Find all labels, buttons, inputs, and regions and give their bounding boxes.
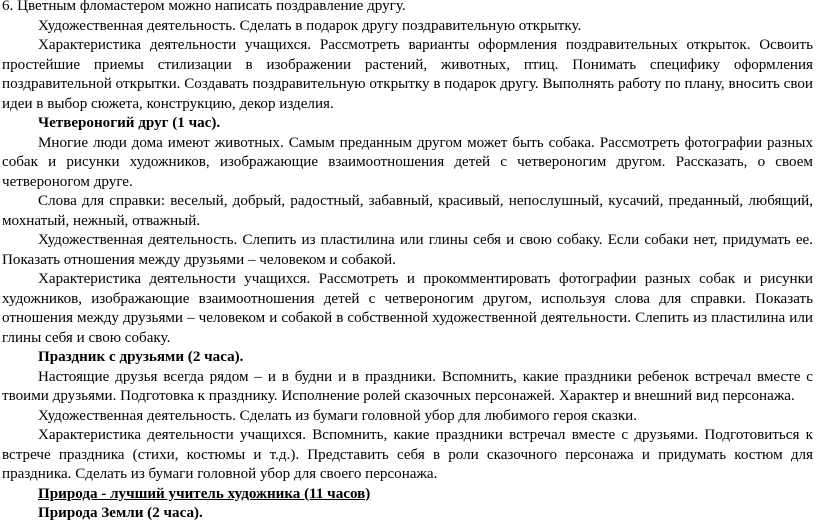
heading-holiday-with-friends: Праздник с друзьями (2 часа). [38,349,244,365]
student-activity-dog: Характеристика деятельности учащихся. Рассмотреть и прокомментировать фотографии разных собак и рисунки художников, изображающие взаимоотношения детей с четвероногим другом, используя слова для справки. Показать отношения между друзьями – человеком и собакой в собственной художественной деятельности. Слепить из пластилина или глины себя и свою собаку. [2,271,813,346]
art-activity-holiday: Художественная деятельность. Сделать из бумаги головной убор для любимого героя сказки. [38,407,638,424]
student-activity-card: Характеристика деятельности учащихся. Рассмотреть варианты оформления поздравительных открыток. Освоить простейшие приемы стилизации в изображении растений, животных, птиц. Понимать специфику оформления поздравительной открытки. Создавать поздравительную открытку в подарок другу. Выполнять работу по плану, вносить свои идеи в выбор сюжета, конструкцию, декор изделия. [2,37,813,112]
art-activity-dog: Художественная деятельность. Слепить из пластилина или глины себя и свою собаку. Если собаки нет, придумать ее. Показать отношения между друзьями – человеком и собакой. [2,232,813,268]
reference-words: Слова для справки: веселый, добрый, радостный, забавный, красивый, непослушный, кусачий, преданный, любящий, мохнатый, нежный, отважный. [2,193,813,229]
art-activity-card: Художественная деятельность. Сделать в подарок другу поздравительную открытку. [38,17,582,34]
document-page [2,0,813,524]
heading-nature-teacher: Природа - лучший учитель художника (11 часов) [38,485,371,502]
student-activity-holiday: Характеристика деятельности учащихся. Вспомнить, какие праздники встречал вместе с друзьями. Подготовиться к встрече праздника (стихи, костюмы и т.д.). Представить себя в роли сказочного персонажа и придумать костюм для праздника. Сделать из бумаги головной убор для своего персонажа. [2,427,813,482]
heading-nature-of-earth: Природа Земли (2 часа). [38,505,203,521]
intro-holiday: Настоящие друзья всегда рядом – и в будни и в праздники. Вспомнить, какие праздники ребенок встречал вместе с твоими друзьями. Подготовка к празднику. Исполнение ролей сказочных персонажей. Характер и внешний вид персонажа. [2,368,813,404]
heading-four-legged-friend: Четвероногий друг (1 час). [38,115,221,131]
list-item-6: 6. Цветным фломастером можно написать поздравление другу. [2,0,406,14]
intro-four-legged-friend: Многие люди дома имеют животных. Самым преданным другом может быть собака. Рассмотреть фотографии разных собак и рисунки художников, изображающие взаимоотношения детей с четвероногим другом. Рассказать, о своем четвероногом друге. [2,134,813,190]
